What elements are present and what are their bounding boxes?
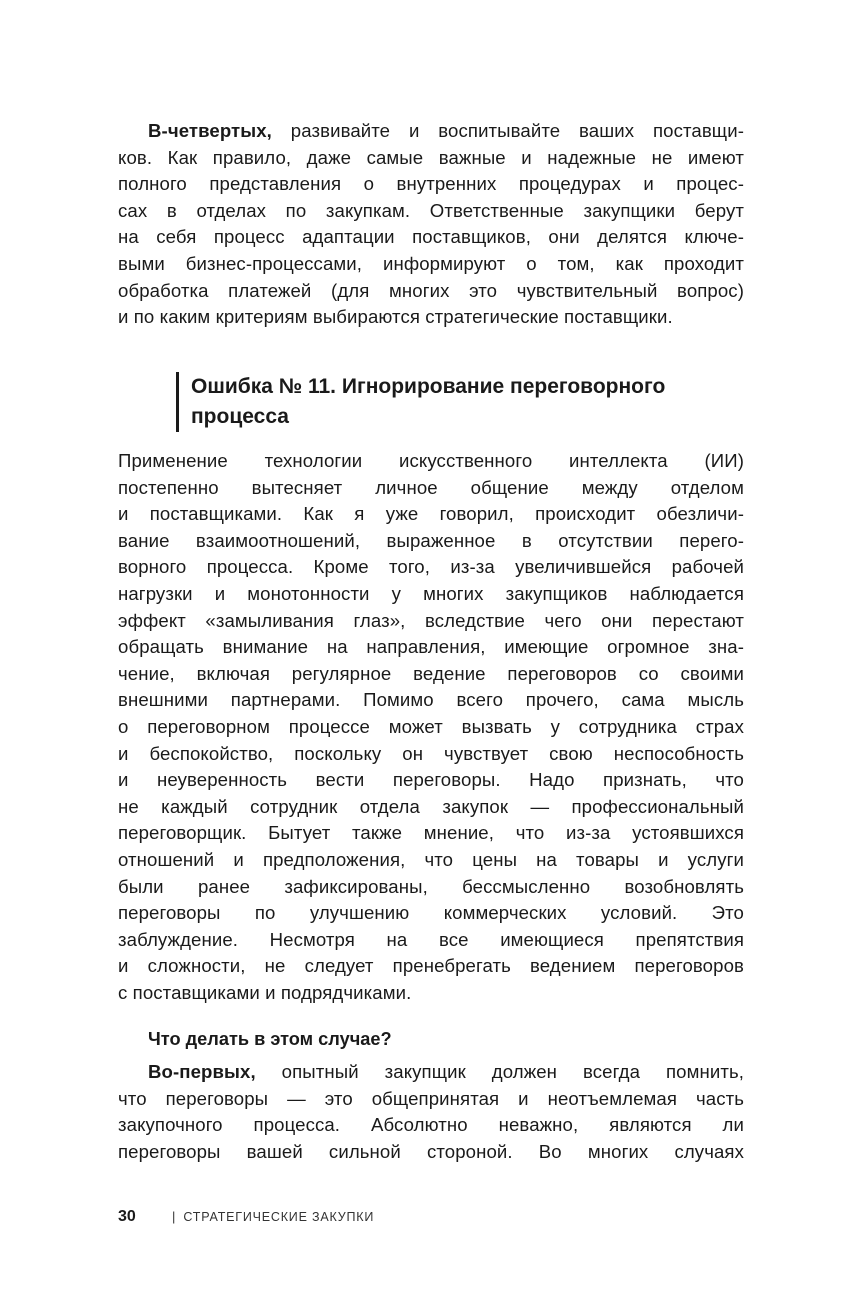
page-number: 30 [118,1208,136,1225]
text-line: переговорщик. Бытует также мнение, что из-за устоявшихся [118,822,744,844]
question-subheading: Что делать в этом случае? [148,1029,392,1049]
paragraph-fourthly [118,118,744,331]
paragraph-firstly [118,1059,744,1165]
heading-line: процесса [191,405,289,428]
text-line: нагрузки и монотонности у многих закупщиков наблюдается [118,582,744,604]
text-line: вание взаимоотношений, выраженное в отсутствии перего- [118,529,744,551]
text-line: отношений и предположения, что цены на товары и услуги [118,848,744,870]
text-line: заблуждение. Несмотря на все имеющиеся препятствия [118,928,744,950]
text-line: и беспокойство, поскольку он чувствует свою неспособность [118,742,744,764]
page-footer [118,1205,374,1229]
text-line: и по каким критериям выбираются стратегические поставщики. [118,306,673,328]
text-line: переговоры вашей сильной стороной. Во многих случаях [118,1140,744,1162]
heading-line: Ошибка № 11. Игнорирование переговорного [191,375,666,398]
text-line: что переговоры — это общепринятая и неотъемлемая часть [118,1087,744,1109]
paragraph-ai-negotiation [118,448,744,1006]
text-line: с поставщиками и подрядчиками. [118,981,412,1003]
text-line: и неуверенность вести переговоры. Надо признать, что [118,769,744,791]
text-line: внешними партнерами. Помимо всего прочего, сама мысль [118,689,744,711]
text-line: не каждый сотрудник отдела закупок — профессиональный [118,795,744,817]
text-line: обработка платежей (для многих это чувствительный вопрос) [118,279,744,301]
section-heading [176,372,751,432]
text-line: обращать внимание на направления, имеющие огромное зна- [118,636,744,658]
text-line: переговоры по улучшению коммерческих условий. Это [118,902,744,924]
text-line: закупочного процесса. Абсолютно неважно, являются ли [118,1114,744,1136]
text-line: ворного процесса. Кроме того, из-за увеличившейся рабочей [118,556,744,578]
text-line: Применение технологии искусственного интеллекта (ИИ) [118,450,744,471]
text-line: В-четвертых, развивайте и воспитывайте ваших поставщи- [148,120,744,141]
text-line: постепенно вытесняет личное общение между отделом [118,476,744,498]
text-line: были ранее зафиксированы, бессмысленно возобновлять [118,875,744,897]
running-title: СТРАТЕГИЧЕСКИЕ ЗАКУПКИ [183,1210,375,1224]
paragraph-lead: Во-первых, [148,1061,256,1082]
text-line: и сложности, не следует пренебрегать ведением переговоров [118,955,744,977]
text-line: выми бизнес-процессами, информируют о том, как проходит [118,252,744,274]
text-line: ков. Как правило, даже самые важные и надежные не имеют [118,146,744,168]
text-line: полного представления о внутренних процедурах и процес- [118,173,744,195]
text-line: сах в отделах по закупкам. Ответственные закупщики берут [118,199,744,221]
text-line: эффект «замыливания глаз», вследствие чего они перестают [118,609,744,631]
paragraph-lead: В-четвертых, [148,120,272,141]
text-line: на себя процесс адаптации поставщиков, они делятся ключе- [118,226,744,248]
footer-separator: | [172,1209,176,1224]
text-line: и поставщиками. Как я уже говорил, происходит обезличи- [118,503,744,525]
text-line: о переговорном процессе может вызвать у сотрудника страх [118,715,744,737]
text-line: чение, включая регулярное ведение переговоров со своими [118,662,744,684]
text-line: Во-первых, опытный закупщик должен всегда помнить, [148,1061,744,1082]
